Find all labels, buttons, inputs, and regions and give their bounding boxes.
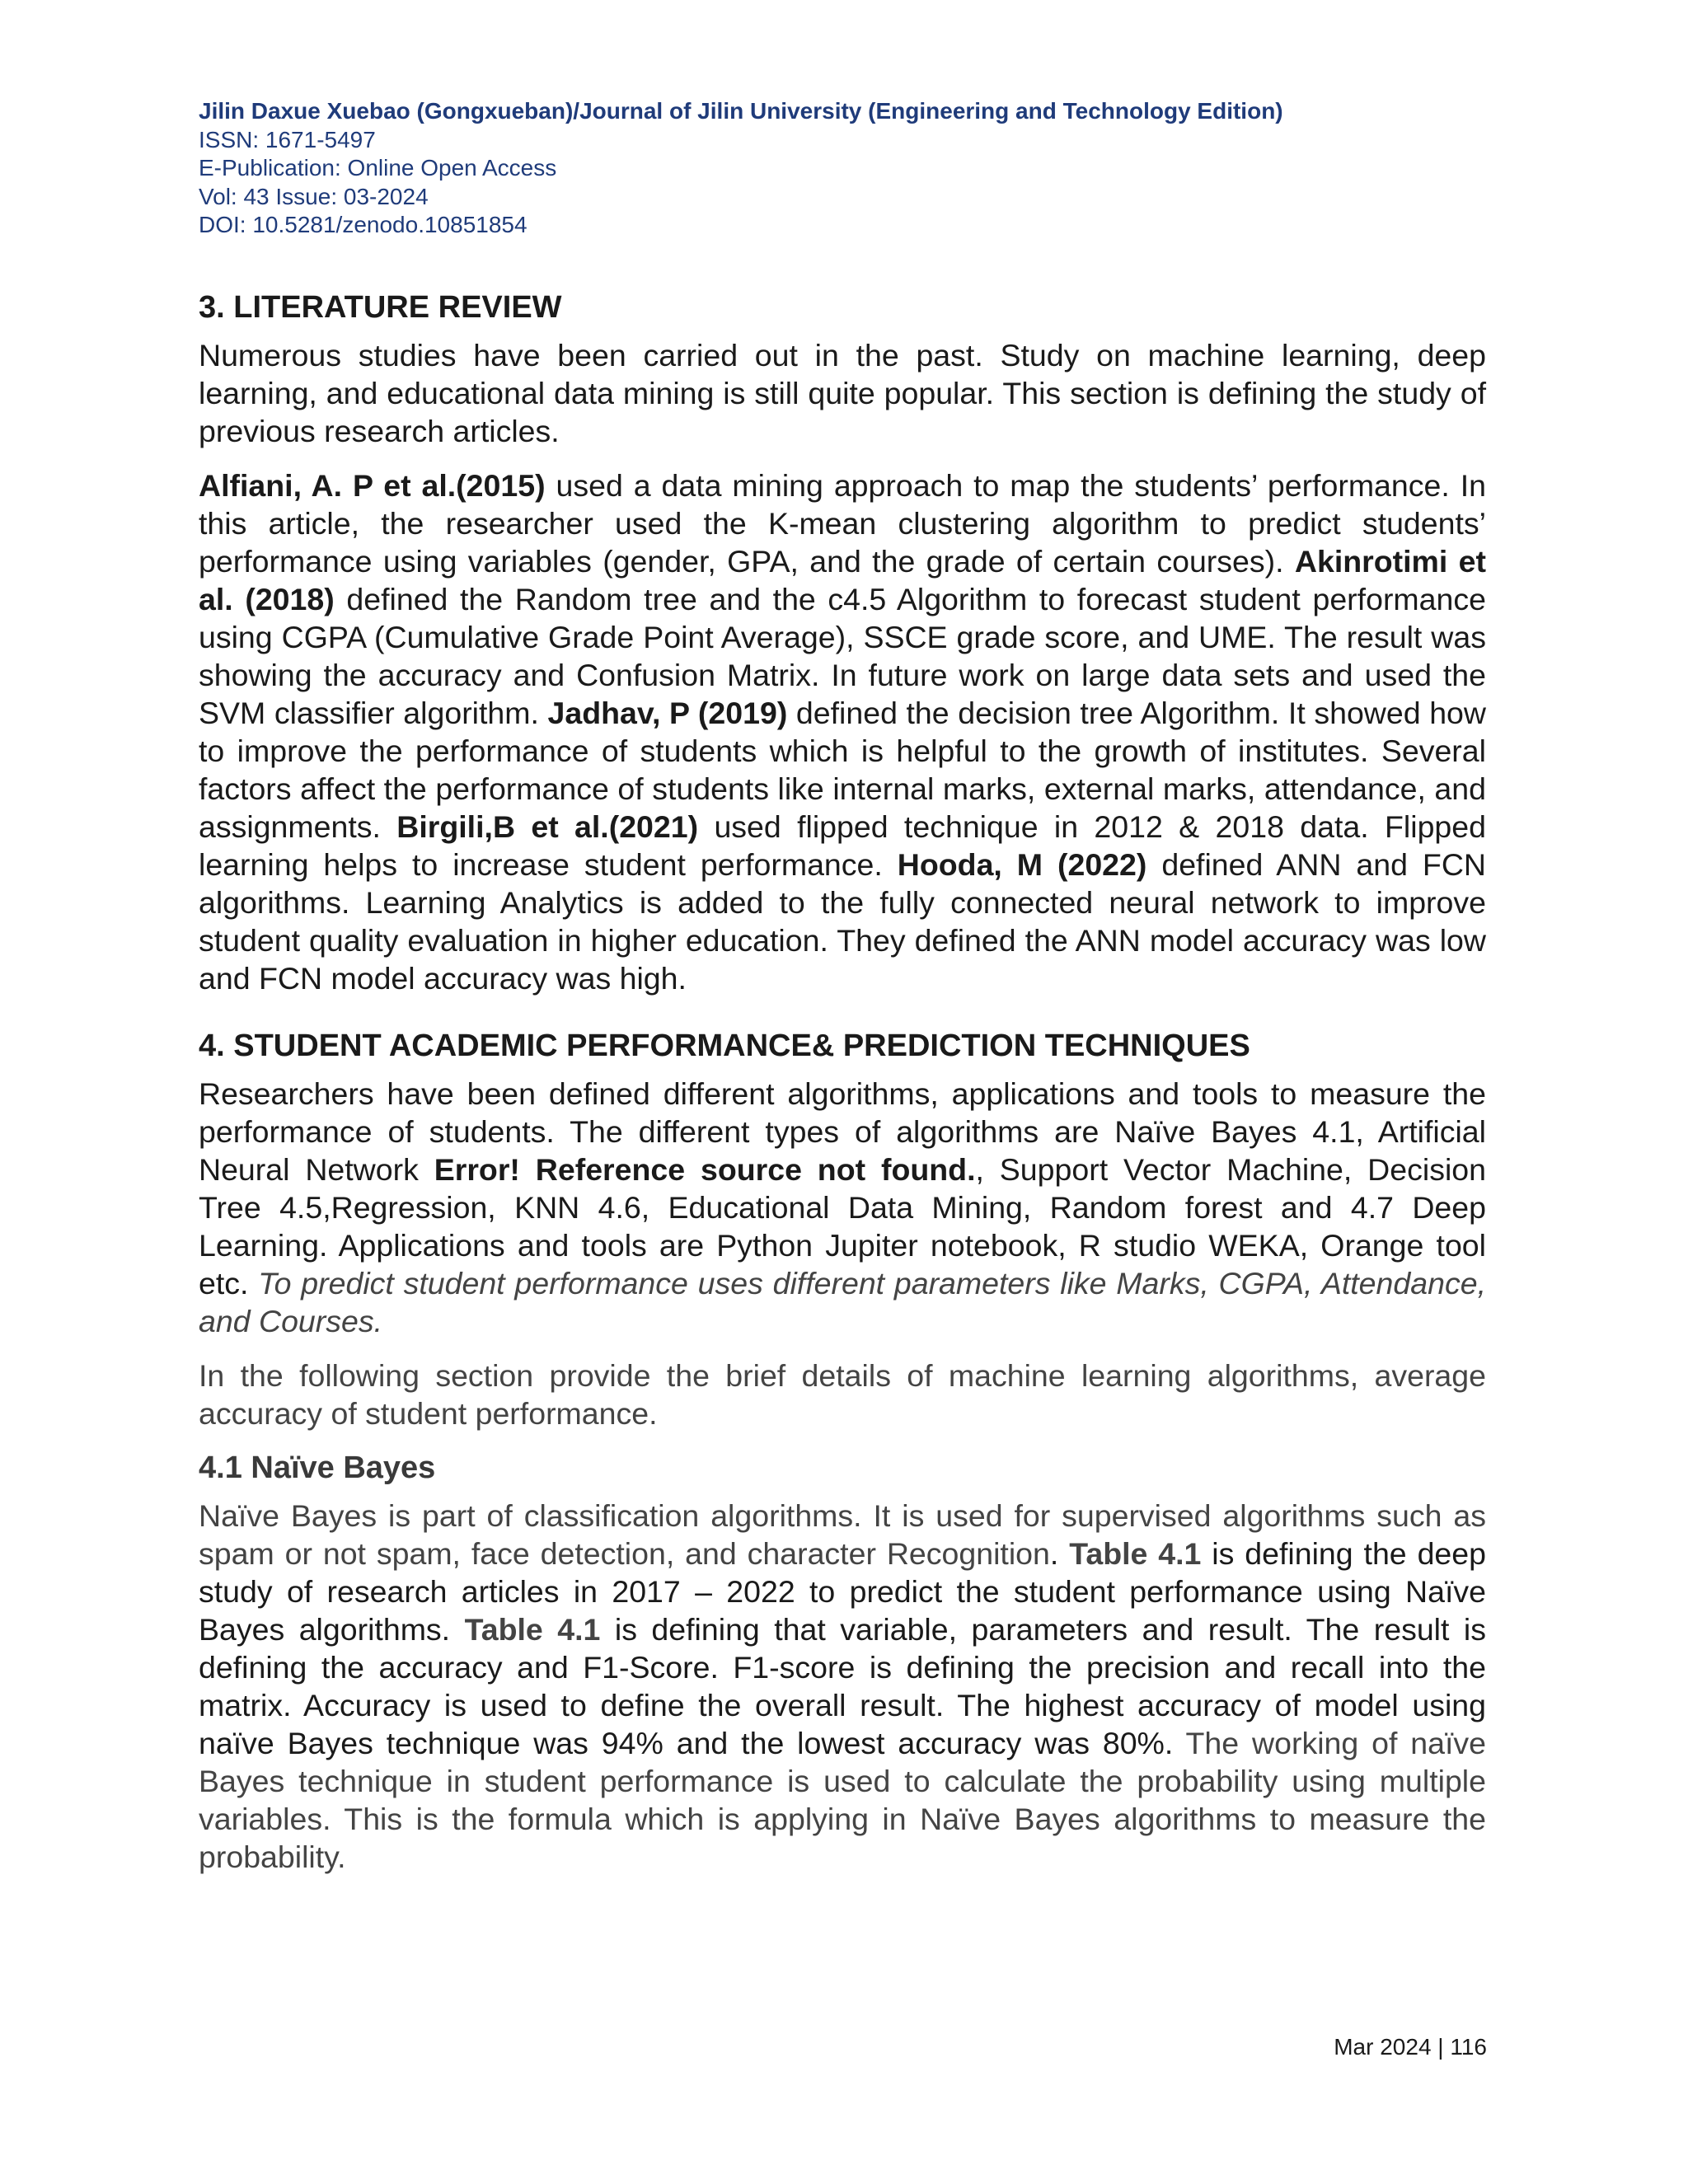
- paragraph-naive-bayes: [199, 1497, 1486, 1876]
- citation: Hooda, M (2022): [897, 847, 1147, 882]
- page-footer: Mar 2024 | 116: [1334, 2034, 1487, 2060]
- subsection-heading-naive-bayes: 4.1 Naïve Bayes: [199, 1451, 436, 1485]
- table-reference: Table 4.1: [1069, 1536, 1202, 1571]
- body-text: is defining the deep study of research articles in 2017 – 2022 to predict the student performance using Naïve Bayes algorithms.: [199, 1536, 1486, 1647]
- volume-issue: Vol: 43 Issue: 03-2024: [199, 183, 429, 209]
- paragraph-literature: [199, 466, 1486, 997]
- body-text: Researchers have been defined different algorithms, applications and tools to measure the performance of students. The different types of algorithms are Naïve Bayes 4.1, Artificial Neural Network: [199, 1076, 1486, 1187]
- article-body: [199, 288, 1486, 1876]
- body-text: Naïve Bayes is part of classification algorithms. It is used for supervised algorithms such as spam or not spam, face detection, and character Recognition: [199, 1498, 1486, 1571]
- table-reference: Table 4.1: [464, 1612, 601, 1647]
- error-reference: Error! Reference source not found.: [434, 1152, 976, 1187]
- citation: Akinrotimi et al. (2018): [199, 544, 1486, 616]
- section-heading-literature-review: 3. LITERATURE REVIEW: [199, 290, 562, 325]
- body-text: defined the Random tree and the c4.5 Algorithm to forecast student performance using CGPA (Cumulative Grade Point Average), SSCE grade score, and UME. The result was showing the accuracy and Confusion Matrix. In future work on large data sets and used the SVM classifier algorithm.: [199, 582, 1486, 730]
- italic-text: To predict student performance uses different parameters like Marks, CGPA, Attendance, and Courses.: [199, 1266, 1486, 1338]
- issn: ISSN: 1671-5497: [199, 126, 376, 152]
- journal-header: [199, 97, 1517, 240]
- journal-title: Jilin Daxue Xuebao (Gongxueban)/Journal of Jilin University (Engineering and Technology Edition): [199, 98, 1283, 124]
- body-text: .: [1049, 1536, 1070, 1571]
- paragraph-techniques: [199, 1075, 1486, 1340]
- paragraph-intro: Numerous studies have been carried out in the past. Study on machine learning, deep learning, and educational data mining is still quite popular. This section is defining the study of previous research articles.: [199, 338, 1486, 448]
- doi: DOI: 10.5281/zenodo.10851854: [199, 212, 528, 237]
- body-text: used flipped technique in 2012 & 2018 data. Flipped learning helps to increase student performance.: [199, 809, 1486, 882]
- body-text: is defining that variable, parameters and result. The result is defining the accuracy and F1-Score. F1-score is defining the precision and recall into the matrix. Accuracy is used to define the overall result. The highest accuracy of model using naïve Bayes technique was 94% and the lowest accuracy was 80%.: [199, 1612, 1486, 1760]
- body-text: defined ANN and FCN algorithms. Learning Analytics is added to the fully connected neural network to improve student quality evaluation in higher education. They defined the ANN model accuracy was low and FCN model accuracy was high.: [199, 847, 1486, 996]
- citation: Birgili,B et al.(2021): [396, 809, 699, 844]
- citation: Jadhav, P (2019): [547, 696, 788, 730]
- citation: Alfiani, A. P et al.(2015): [199, 468, 546, 503]
- body-text: defined the decision tree Algorithm. It showed how to improve the performance of students which is helpful to the growth of institutes. Several factors affect the performance of students like internal marks, external marks, attendance, and assignments.: [199, 696, 1486, 844]
- publication-type: E-Publication: Online Open Access: [199, 155, 557, 180]
- body-text: The working of naïve Bayes technique in student performance is used to calculate the probability using multiple variables. This is the formula which is applying in Naïve Bayes algorithms to measure the probability.: [199, 1726, 1487, 1874]
- body-text: , Support Vector Machine, Decision Tree 4.5,Regression, KNN 4.6, Educational Data Mining, Random forest and 4.7 Deep Learning. Applications and tools are Python Jupiter notebook, R studio WEKA, Orange tool etc.: [199, 1152, 1486, 1301]
- body-text: used a data mining approach to map the students’ performance. In this article, the researcher used the K-mean clustering algorithm to predict students’ performance using variables (gender, GPA, and the grade of certain courses).: [199, 468, 1486, 579]
- paragraph-overview: In the following section provide the brief details of machine learning algorithms, average accuracy of student performance.: [199, 1358, 1486, 1431]
- section-heading-prediction-techniques: 4. STUDENT ACADEMIC PERFORMANCE& PREDICTION TECHNIQUES: [199, 1029, 1250, 1063]
